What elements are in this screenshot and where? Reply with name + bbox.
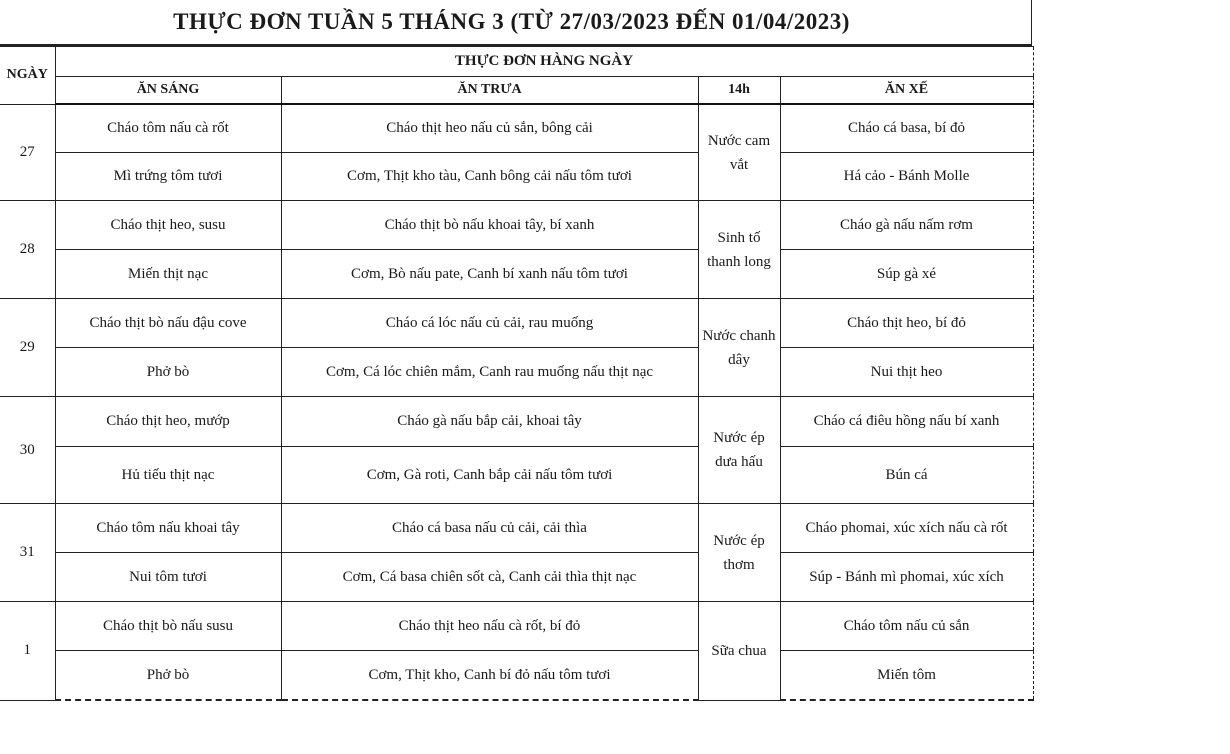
menu-row xyxy=(0,553,1033,602)
afternoon-cell-text: Há cảo - Bánh Molle xyxy=(843,168,970,184)
afternoon-cell-text: Súp - Bánh mì phomai, xúc xích xyxy=(809,568,1004,585)
menu-title: THỰC ĐƠN TUẦN 5 THÁNG 3 (TỪ 27/03/2023 ĐẾN 01/04/2023) xyxy=(173,9,850,34)
menu-row xyxy=(0,447,1033,504)
header-snack-time: 14h xyxy=(698,77,780,105)
afternoon-cell-text: Miến tôm xyxy=(877,666,936,683)
menu-row xyxy=(0,397,1033,447)
afternoon-cell xyxy=(780,447,1033,504)
afternoon-cell xyxy=(780,348,1033,397)
lunch-cell-text: Cơm, Gà roti, Canh bắp cải nấu tôm tươi xyxy=(366,466,613,483)
day-number: 27 xyxy=(0,104,55,201)
header-breakfast: ĂN SÁNG xyxy=(55,77,281,105)
drink-cell: Nước ép thơm xyxy=(698,504,780,602)
drink-cell: Sinh tố thanh long xyxy=(698,201,780,299)
breakfast-cell xyxy=(55,504,281,553)
lunch-cell-text: Cơm, Cá lóc chiên mắm, Canh rau muống nấu thịt nạc xyxy=(325,363,654,380)
lunch-cell-text: Cơm, Thịt kho, Canh bí đỏ nấu tôm tươi xyxy=(368,666,611,683)
menu-row xyxy=(0,104,1033,153)
lunch-cell xyxy=(281,250,698,299)
menu-table-body xyxy=(0,47,1033,701)
afternoon-cell-text: Cháo cá điêu hồng nấu bí xanh xyxy=(813,413,1000,429)
afternoon-cell xyxy=(780,104,1033,153)
menu-row xyxy=(0,153,1033,201)
day-number: 1 xyxy=(0,602,55,701)
afternoon-cell-text: Súp gà xé xyxy=(876,265,937,282)
lunch-cell xyxy=(281,299,698,348)
afternoon-cell-text: Cháo cá basa, bí đỏ xyxy=(847,120,966,136)
header-row-columns xyxy=(0,77,1033,105)
lunch-cell-text: Cháo thịt heo nấu cà rốt, bí đỏ xyxy=(398,617,581,634)
afternoon-cell-text: Cháo gà nấu nấm rơm xyxy=(840,216,973,233)
afternoon-cell xyxy=(780,651,1033,701)
day-number: 31 xyxy=(0,504,55,602)
weekly-menu-table xyxy=(0,46,1034,701)
breakfast-cell-text: Cháo tôm nấu khoai tây xyxy=(96,519,240,536)
breakfast-cell-text: Hủ tiếu thịt nạc xyxy=(121,466,215,483)
breakfast-cell xyxy=(55,651,281,701)
afternoon-cell xyxy=(780,299,1033,348)
lunch-cell-text: Cơm, Cá basa chiên sốt cà, Canh cải thìa thịt nạc xyxy=(342,568,637,585)
menu-row xyxy=(0,504,1033,553)
day-number: 29 xyxy=(0,299,55,397)
day-number: 30 xyxy=(0,397,55,504)
afternoon-cell xyxy=(780,504,1033,553)
breakfast-cell-text: Mì trứng tôm tươi xyxy=(113,168,223,184)
title-bar xyxy=(0,0,1032,46)
menu-row xyxy=(0,299,1033,348)
lunch-cell xyxy=(281,153,698,201)
lunch-cell xyxy=(281,104,698,153)
breakfast-cell-text: Phở bò xyxy=(146,363,190,380)
afternoon-cell xyxy=(780,553,1033,602)
breakfast-cell xyxy=(55,299,281,348)
lunch-cell xyxy=(281,504,698,553)
breakfast-cell-text: Nui tôm tươi xyxy=(129,568,207,585)
breakfast-cell-text: Cháo thịt bò nấu đậu cove xyxy=(89,314,247,331)
lunch-cell-text: Cháo cá basa nấu củ cải, cải thìa xyxy=(392,519,587,536)
afternoon-cell-text: Cháo tôm nấu củ sắn xyxy=(843,617,970,634)
breakfast-cell xyxy=(55,553,281,602)
drink-cell: Sữa chua xyxy=(698,602,780,701)
afternoon-cell xyxy=(780,250,1033,299)
breakfast-cell xyxy=(55,602,281,651)
breakfast-cell xyxy=(55,447,281,504)
menu-row xyxy=(0,348,1033,397)
afternoon-cell xyxy=(780,397,1033,447)
drink-cell: Nước chanh dây xyxy=(698,299,780,397)
lunch-cell-text: Cháo gà nấu bắp cải, khoai tây xyxy=(397,413,582,429)
header-afternoon: ĂN XẾ xyxy=(780,77,1033,105)
breakfast-cell-text: Cháo tôm nấu cà rốt xyxy=(107,120,229,136)
lunch-cell xyxy=(281,348,698,397)
lunch-cell-text: Cháo thịt heo nấu củ sắn, bông cải xyxy=(386,120,593,136)
afternoon-cell xyxy=(780,602,1033,651)
lunch-cell xyxy=(281,651,698,701)
lunch-cell-text: Cơm, Thịt kho tàu, Canh bông cải nấu tôm tươi xyxy=(347,168,632,184)
menu-row xyxy=(0,651,1033,701)
header-daily-menu: THỰC ĐƠN HÀNG NGÀY xyxy=(55,47,1033,77)
header-day: NGÀY xyxy=(0,47,55,105)
afternoon-cell-text: Cháo phomai, xúc xích nấu cà rốt xyxy=(805,519,1008,536)
breakfast-cell-text: Cháo thịt bò nấu susu xyxy=(103,617,233,634)
lunch-cell xyxy=(281,602,698,651)
lunch-cell-text: Cháo cá lóc nấu củ cải, rau muống xyxy=(385,314,594,331)
menu-row xyxy=(0,250,1033,299)
breakfast-cell-text: Phở bò xyxy=(146,666,190,683)
breakfast-cell xyxy=(55,153,281,201)
afternoon-cell xyxy=(780,153,1033,201)
afternoon-cell-text: Bún cá xyxy=(885,466,928,483)
breakfast-cell-text: Cháo thịt heo, mướp xyxy=(106,413,230,429)
drink-cell: Nước cam vắt xyxy=(698,104,780,201)
lunch-cell-text: Cơm, Bò nấu pate, Canh bí xanh nấu tôm tươi xyxy=(351,265,628,282)
lunch-cell xyxy=(281,447,698,504)
afternoon-cell-text: Cháo thịt heo, bí đỏ xyxy=(847,314,966,331)
day-number: 28 xyxy=(0,201,55,299)
lunch-cell xyxy=(281,553,698,602)
drink-cell: Nước ép dưa hấu xyxy=(698,397,780,504)
breakfast-cell xyxy=(55,250,281,299)
afternoon-cell-text: Nui thịt heo xyxy=(870,363,943,380)
menu-row xyxy=(0,602,1033,651)
breakfast-cell xyxy=(55,348,281,397)
breakfast-cell xyxy=(55,201,281,250)
lunch-cell-text: Cháo thịt bò nấu khoai tây, bí xanh xyxy=(384,216,595,233)
lunch-cell xyxy=(281,201,698,250)
breakfast-cell xyxy=(55,104,281,153)
afternoon-cell xyxy=(780,201,1033,250)
lunch-cell xyxy=(281,397,698,447)
breakfast-cell-text: Cháo thịt heo, susu xyxy=(110,216,226,233)
header-lunch: ĂN TRƯA xyxy=(281,77,698,105)
header-row-top xyxy=(0,47,1033,77)
breakfast-cell-text: Miến thịt nạc xyxy=(128,265,208,282)
breakfast-cell xyxy=(55,397,281,447)
menu-row xyxy=(0,201,1033,250)
